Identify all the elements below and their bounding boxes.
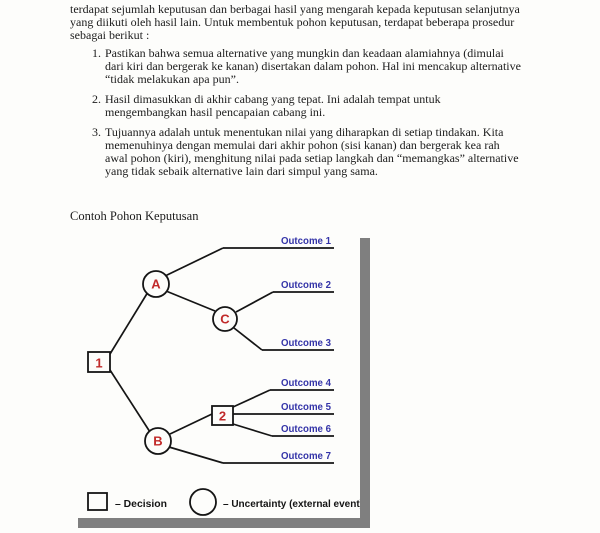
decision-tree-svg xyxy=(68,228,360,518)
branch-C-to-outcome2 xyxy=(236,292,273,312)
branch-A-to-C xyxy=(166,291,215,311)
outcome-label-3: Outcome 3 xyxy=(281,337,332,349)
procedure-list xyxy=(92,47,524,178)
outcome-label-5: Outcome 5 xyxy=(281,401,332,413)
procedure-number: 1. xyxy=(92,46,101,60)
branch-A-to-outcome1 xyxy=(165,248,223,276)
legend-uncertainty-label: – Uncertainty (external event) xyxy=(223,499,360,510)
chance-node-A-label: A xyxy=(151,276,161,292)
procedure-item-1 xyxy=(92,47,524,86)
branch-2-to-outcome4 xyxy=(233,390,270,407)
legend-uncertainty-circle-icon xyxy=(190,489,216,515)
chance-node-C-label: C xyxy=(220,311,230,327)
branch-1-to-A xyxy=(110,292,148,354)
decision-tree-diagram xyxy=(68,228,360,518)
outcome-label-6: Outcome 6 xyxy=(281,423,332,435)
branch-2-to-outcome6 xyxy=(233,424,272,436)
legend-decision-label: – Decision xyxy=(115,499,167,510)
branch-1-to-B xyxy=(110,370,150,432)
branch-B-to-outcome7 xyxy=(169,447,223,463)
decision-node-1-label: 1 xyxy=(95,355,103,371)
branch-B-to-2 xyxy=(170,414,212,434)
outcome-label-1: Outcome 1 xyxy=(281,235,332,247)
chance-node-B-label: B xyxy=(153,433,163,449)
procedure-text: Pastikan bahwa semua alternative yang mungkin dan keadaan alamiahnya (dimulai dari kiri dan bergerak ke kanan) disertakan dalam pohon. Hal ini mencakup alternative “tidak melakukan apa pun”. xyxy=(105,46,521,86)
legend-decision-square-icon xyxy=(88,493,107,510)
outcome-label-7: Outcome 7 xyxy=(281,450,332,462)
diagram-title: Contoh Pohon Keputusan xyxy=(70,209,199,223)
procedure-number: 3. xyxy=(92,125,101,139)
procedure-item-3 xyxy=(92,126,524,178)
outcome-label-4: Outcome 4 xyxy=(281,377,332,389)
procedure-number: 2. xyxy=(92,92,101,106)
outcome-label-2: Outcome 2 xyxy=(281,279,332,291)
procedure-text: Hasil dimasukkan di akhir cabang yang tepat. Ini adalah tempat untuk mengembangkan hasil pencapaian cabang ini. xyxy=(105,92,441,119)
intro-paragraph: terdapat sejumlah keputusan dan berbagai hasil yang mengarah kepada keputusan selanjutnya yang diikuti oleh hasil lain. Untuk membentuk pohon keputusan, terdapat beberapa prosedur sebagai berikut : xyxy=(70,2,520,42)
procedure-text: Tujuannya adalah untuk menentukan nilai yang diharapkan di setiap tindakan. Kita memenuhinya dengan memulai dari akhir pohon (sisi kanan) dan bergerak kea rah awal pohon (kiri), menghitung nilai pada setiap langkah dan “memangkas” alternative yang tidak sebaik alternative lain dari simpul yang sama. xyxy=(105,125,519,178)
procedure-item-2 xyxy=(92,93,524,119)
branch-C-to-outcome3 xyxy=(234,328,262,350)
decision-node-2-label: 2 xyxy=(218,408,227,424)
